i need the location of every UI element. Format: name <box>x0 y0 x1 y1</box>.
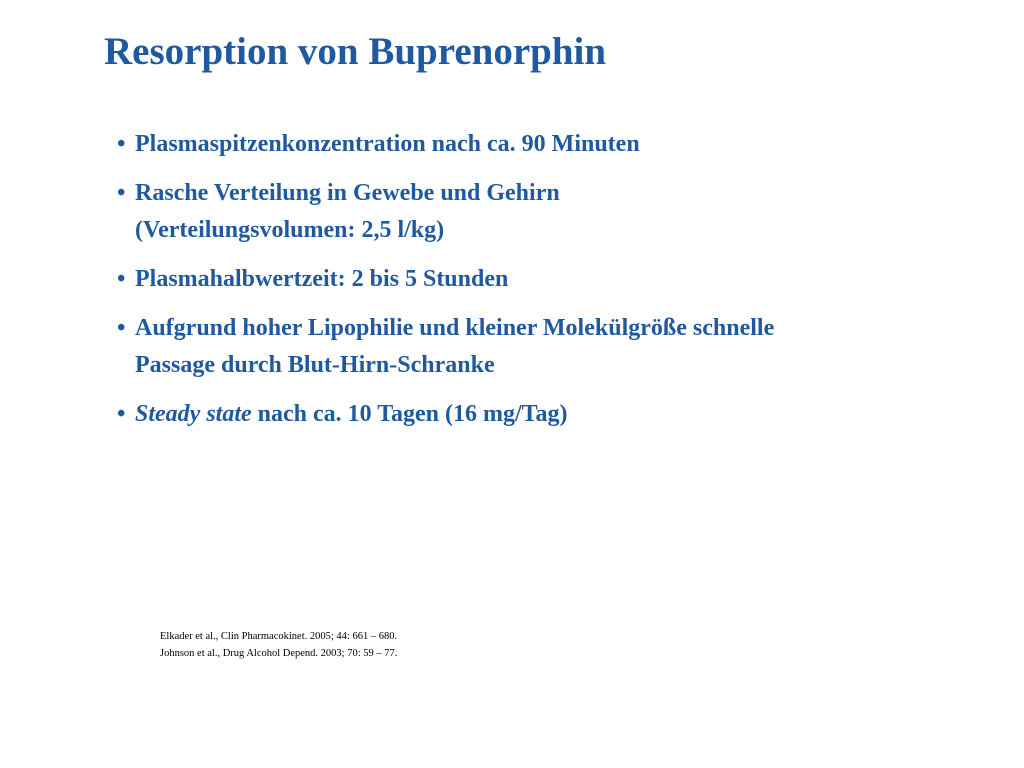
bullet-text: Plasmaspitzenkonzentration nach ca. 90 Minuten <box>135 131 640 157</box>
references <box>160 628 397 662</box>
bullet-text-continuation: (Verteilungsvolumen: 2,5 l/kg) <box>135 217 445 243</box>
bullet-text: Plasmahalbwertzeit: 2 bis 5 Stunden <box>135 266 509 292</box>
bullet-marker: • <box>117 266 126 292</box>
slide-title: Resorption von Buprenorphin <box>104 30 607 73</box>
bullet-item <box>117 396 997 433</box>
bullet-text-rest: nach ca. 10 Tagen (16 mg/Tag) <box>257 401 568 427</box>
bullet-text: Rasche Verteilung in Gewebe und Gehirn <box>135 180 560 206</box>
reference-item: Elkader et al., Clin Pharmacokinet. 2005; 44: 661 – 680. <box>160 631 398 642</box>
bullet-marker: • <box>117 131 126 157</box>
bullet-text: Aufgrund hoher Lipophilie und kleiner Molekülgröße schnelle <box>135 315 775 341</box>
bullet-marker: • <box>117 180 126 206</box>
bullet-marker: • <box>117 315 126 341</box>
italic-term: Steady state <box>135 401 252 427</box>
bullet-item <box>117 175 997 249</box>
bullet-text-continuation: Passage durch Blut-Hirn-Schranke <box>135 352 495 378</box>
bullet-list <box>117 126 997 433</box>
bullet-item <box>117 126 997 163</box>
bullet-text <box>135 396 997 433</box>
bullet-marker: • <box>117 401 126 427</box>
bullet-item <box>117 310 997 384</box>
reference-item: Johnson et al., Drug Alcohol Depend. 2003; 70: 59 – 77. <box>160 648 398 659</box>
bullet-item <box>117 261 997 298</box>
